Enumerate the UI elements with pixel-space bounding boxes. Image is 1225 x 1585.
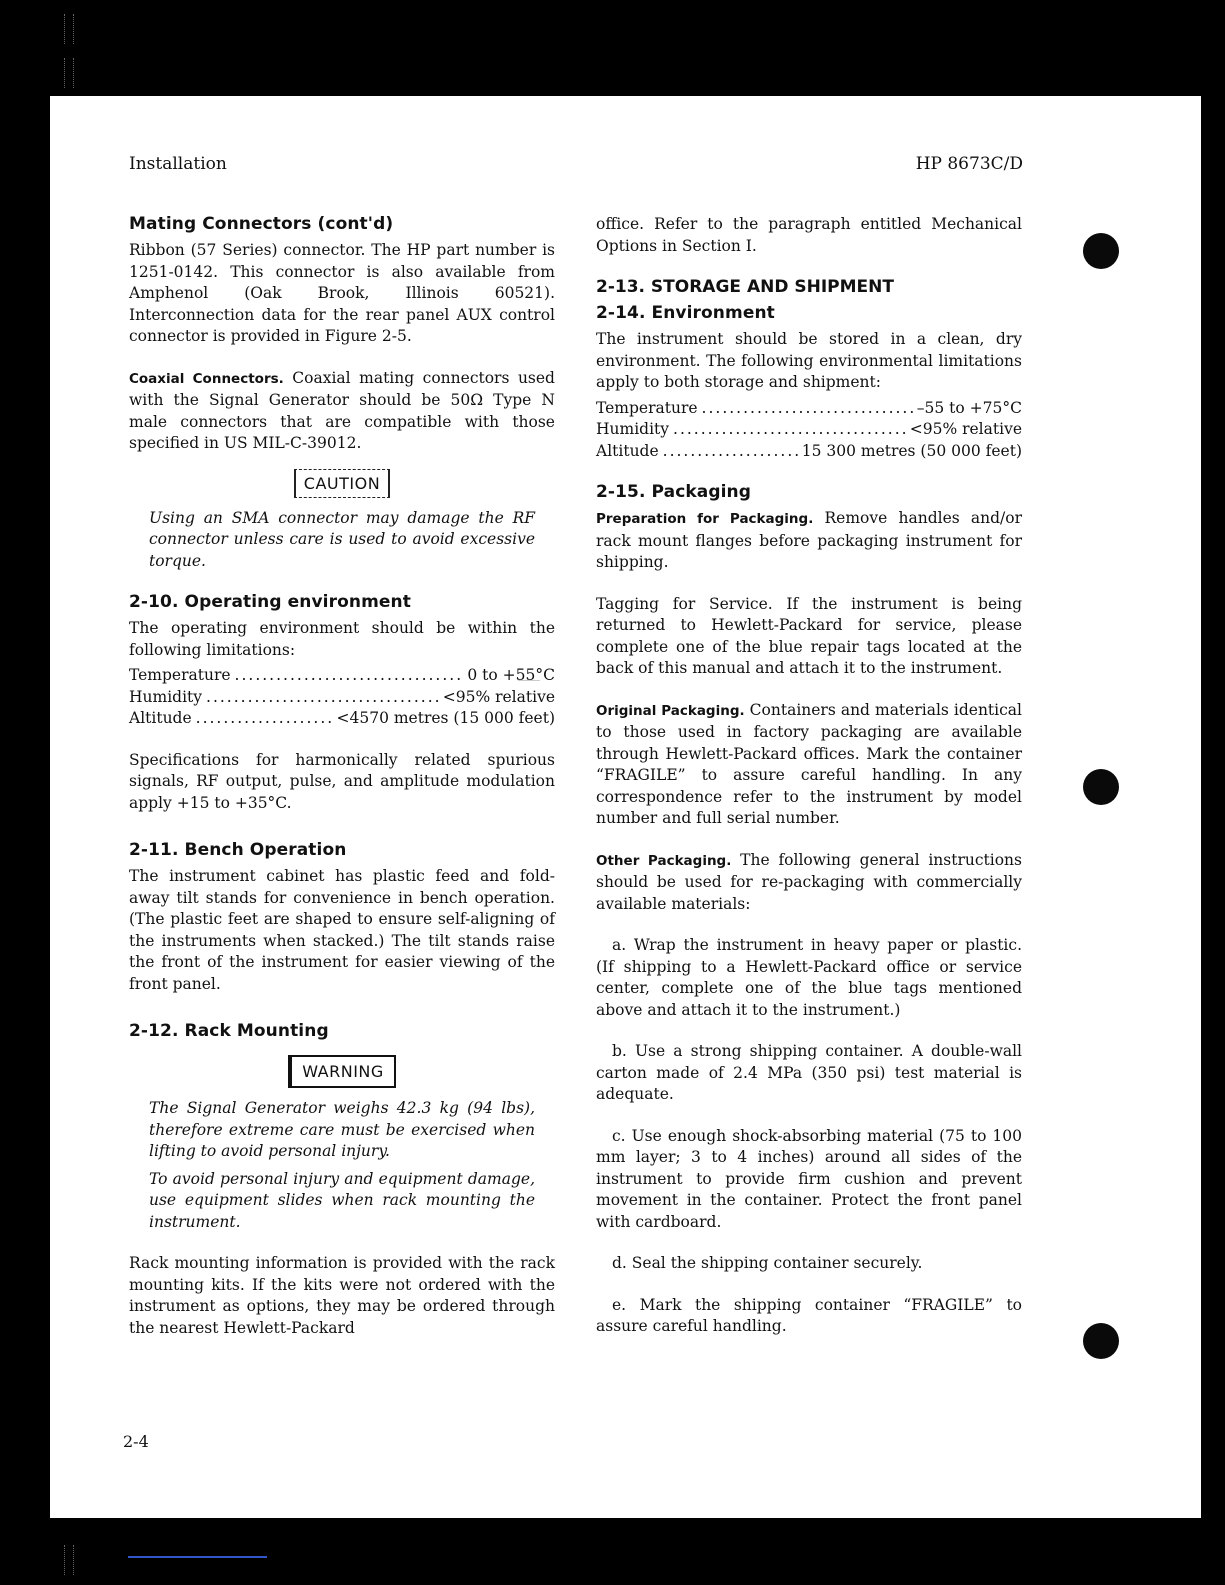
spec-row: Humidity ..... <95% relative	[129, 687, 555, 709]
storage-heading: 2-13. STORAGE AND SHIPMENT	[596, 277, 894, 297]
link-underline	[128, 1556, 267, 1558]
operating-heading: 2-10. Operating environment	[129, 592, 411, 612]
tagging-text: Tagging for Service. If the instrument is being returned to Hewlett-Packard for service, please complete one of the blue repair tags located at the back of this manual and attach it to the instrument.	[596, 594, 1022, 677]
binding-mark	[64, 1545, 74, 1575]
original-label: Original Packaging.	[596, 702, 745, 719]
binding-mark	[64, 58, 74, 88]
list-item: a. Wrap the instrument in heavy paper or plastic. (If shipping to a Hewlett-Packard office or service center, complete one of the blue tags mentioned above and attach it to the instrument.)	[596, 936, 1022, 1019]
continued-text: office. Refer to the paragraph entitled Mechanical Options in Section I.	[596, 215, 1022, 255]
right-column	[596, 214, 1022, 1338]
spec-row: Temperature ..... 0 to +55°C	[129, 665, 555, 687]
spec-row: Temperature ..... –55 to +75°C	[596, 398, 1022, 420]
rack-text: Rack mounting information is provided with the rack mounting kits. If the kits were not ordered with the instrument as options, they may be ordered through the nearest Hewlett-Packard	[129, 1254, 555, 1337]
coax-paragraph	[129, 368, 555, 455]
header-model: HP 8673C/D	[915, 154, 1023, 174]
mating-text: Ribbon (57 Series) connector. The HP part number is 1251-0142. This connector is also available from Amphenol (Oak Brook, Illinois 60521). Interconnection data for the rear panel AUX control connector is provided in Figure 2-5.	[129, 241, 555, 345]
operating-note: Specifications for harmonically related spurious signals, RF output, pulse, and amplitude modulation apply +15 to +35°C.	[129, 750, 555, 812]
prep-label: Preparation for Packaging.	[596, 511, 814, 527]
environment-intro: The instrument should be stored in a clean, dry environment. The following environmental limitations apply to both storage and shipment:	[596, 330, 1022, 391]
operating-spec-list	[129, 665, 555, 730]
document-page	[50, 96, 1201, 1518]
spec-row: Altitude ..... <4570 metres (15 000 feet)	[129, 708, 555, 730]
binder-hole-icon	[1083, 769, 1119, 805]
packaging-heading: 2-15. Packaging	[596, 482, 752, 502]
warning-box	[129, 1055, 555, 1088]
other-paragraph: Other Packaging. The following general instructions should be used for re-packaging with commercially available materials:	[596, 850, 1022, 913]
warning-text-2: To avoid personal injury and equipment damage, use equipment slides when rack mounting the instrument.	[149, 1169, 535, 1231]
original-paragraph: Original Packaging. Containers and materials identical to those used in factory packaging are available through Hewlett-Packard offices. Mark the container “FRAGILE” to assure careful handling. In any correspondence refer to the instrument by model number and full serial number.	[596, 700, 1022, 827]
binder-hole-icon	[1083, 233, 1119, 269]
left-column	[129, 214, 555, 1339]
bench-text: The instrument cabinet has plastic feed and fold-away tilt stands for convenience in bench operation. (The plastic feet are shaped to ensure self-aligning of the instruments when stacked.) The tilt stands raise the front of the instrument for easier viewing of the front panel.	[129, 867, 555, 993]
list-item: c. Use enough shock-absorbing material (75 to 100 mm layer; 3 to 4 inches) around all sides of the instrument to provide firm cushion and prevent movement in the container. Protect the front panel with cardboard.	[596, 1126, 1022, 1231]
warning-text-1: The Signal Generator weighs 42.3 kg (94 lbs), therefore extreme care must be exercised when lifting to avoid personal injury.	[149, 1099, 535, 1160]
list-item: b. Use a strong shipping container. A double-wall carton made of 2.4 MPa (350 psi) test material is adequate.	[596, 1042, 1022, 1103]
spec-row: Altitude ..... 15 300 metres (50 000 feet)	[596, 441, 1022, 463]
prep-paragraph: Preparation for Packaging. Remove handles and/or rack mount flanges before packaging instrument for shipping.	[596, 509, 1022, 571]
caution-label: CAUTION	[294, 469, 390, 498]
operating-intro: The operating environment should be within the following limitations:	[129, 619, 555, 659]
bench-heading: 2-11. Bench Operation	[129, 840, 347, 860]
coax-text: Coaxial mating connectors used with the Signal Generator should be 50Ω Type N male connectors that are compatible with those specified in US MIL-C-39012.	[129, 368, 555, 452]
binder-hole-icon	[1083, 1323, 1119, 1359]
other-label: Other Packaging.	[596, 852, 732, 869]
list-item: e. Mark the shipping container “FRAGILE” to assure careful handling.	[596, 1295, 1022, 1335]
page-number: 2-4	[123, 1432, 149, 1451]
caution-box	[129, 469, 555, 498]
spec-row: Humidity ..... <95% relative	[596, 419, 1022, 441]
coax-label: Coaxial Connectors.	[129, 370, 284, 387]
caution-text: Using an SMA connector may damage the RF connector unless care is used to avoid excessive torque.	[149, 508, 535, 570]
mating-heading: Mating Connectors (cont'd)	[129, 214, 394, 234]
environment-heading: 2-14. Environment	[596, 303, 775, 323]
binding-mark	[64, 14, 74, 44]
header-section: Installation	[129, 154, 227, 174]
list-item: d. Seal the shipping container securely.	[612, 1254, 923, 1272]
environment-spec-list	[596, 398, 1022, 463]
warning-label: WARNING	[288, 1055, 396, 1088]
rack-heading: 2-12. Rack Mounting	[129, 1021, 329, 1041]
